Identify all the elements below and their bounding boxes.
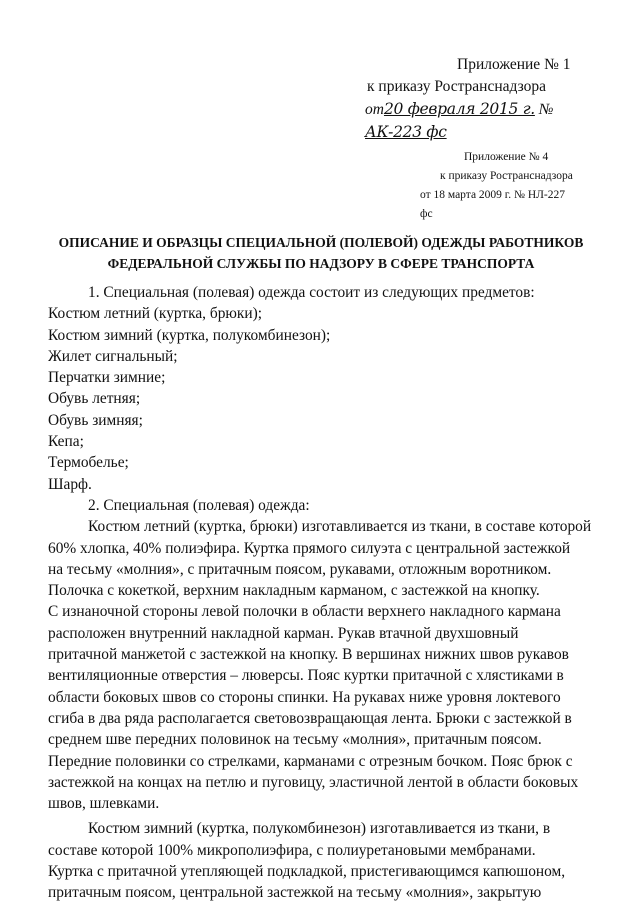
text-line: среднем шве передних половинок на тесьму «молния», притачным поясом.: [48, 731, 542, 749]
list-item: Перчатки зимние;: [48, 369, 166, 387]
text-line: составе которой 100% микрополиэфира, с полиуретановыми мембранами.: [48, 841, 536, 859]
text-line: Передние половинки со стрелками, карманами с отрезным бочком. Пояс брюк с: [48, 752, 573, 770]
appendix-1-label: Приложение № 1: [457, 56, 571, 73]
text-line: на тесьму «молния», с притачным поясом, рукавами, отложным воротником.: [48, 560, 552, 578]
appendix-4-date: от 18 марта 2009 г. № НЛ-227 фс: [420, 189, 565, 220]
text-line: швов, шлевками.: [48, 795, 160, 813]
list-item: Обувь летняя;: [48, 390, 141, 408]
section-1-intro: 1. Специальная (полевая) одежда состоит из следующих предметов:: [88, 284, 535, 301]
text-line: притачной манжетой с застежкой на кнопку. В вершинах нижних швов рукавов: [48, 646, 569, 664]
document-title: [48, 232, 594, 274]
text-line: сгиба в два ряда располагается световозвращающая лента. Брюки с застежкой в: [48, 709, 572, 727]
text-line: Костюм зимний (куртка, полукомбинезон) изготавливается из ткани, в: [88, 820, 551, 838]
document-body: [48, 282, 592, 904]
list-item: Кепа;: [48, 433, 84, 451]
list-item: Шарф.: [48, 475, 92, 493]
date-prefix: от: [365, 101, 384, 118]
text-line: Полочка с кокеткой, верхним накладным карманом, с застежкой на кнопку.: [48, 582, 540, 600]
text-line: застежкой на концах на петлю и пуговицу, эластичной лентой в области боковых: [48, 773, 579, 791]
list-item: Обувь зимняя;: [48, 411, 143, 429]
title-line: ФЕДЕРАЛЬНОЙ СЛУЖБЫ ПО НАДЗОРУ В СФЕРЕ ТРАНСПОРТА: [107, 256, 535, 271]
text-line: Куртка с притачной утепляющей подкладкой, пристегивающимся капюшоном,: [48, 863, 566, 881]
text-line: 60% хлопка, 40% полиэфира. Куртка прямого силуэта с центральной застежкой: [48, 539, 571, 557]
text-line: Костюм летний (куртка, брюки) изготавливается из ткани, в составе которой: [88, 518, 592, 536]
text-line: области боковых швов со стороны спинки. На рукавах ниже уровня локтевого: [48, 688, 561, 706]
text-line: расположен внутренний накладной карман. Рукав втачной двухшовный: [48, 624, 519, 642]
appendix-1-order: к приказу Ространснадзора: [367, 78, 547, 95]
list-item: Костюм зимний (куртка, полукомбинезон);: [48, 326, 331, 344]
appendix-1-date: [365, 98, 580, 144]
title-line: ОПИСАНИЕ И ОБРАЗЦЫ СПЕЦИАЛЬНОЙ (ПОЛЕВОЙ) ОДЕЖДЫ РАБОТНИКОВ: [58, 235, 584, 250]
paragraph-summer-suit: [48, 516, 592, 814]
section-2-intro: 2. Специальная (полевая) одежда:: [88, 496, 310, 514]
handwritten-date: 20 февраля 2015 г.: [383, 100, 535, 118]
paragraph-winter-suit: [48, 818, 592, 903]
appendix-4-order: к приказу Ространснадзора: [440, 170, 573, 182]
number-sign: №: [538, 101, 554, 118]
appendix-4-label: Приложение № 4: [464, 151, 549, 163]
list-item: Костюм летний (куртка, брюки);: [48, 305, 263, 323]
handwritten-number: АК-223 фс: [365, 123, 447, 141]
list-item: Жилет сигнальный;: [48, 347, 178, 365]
text-line: вентиляционные отверстия – люверсы. Пояс куртки притачной с хлястиками в: [48, 667, 564, 685]
list-item: Термобелье;: [48, 454, 129, 472]
text-line: С изнаночной стороны левой полочки в области верхнего накладного кармана: [48, 603, 561, 621]
appendix-1-block: [365, 54, 580, 144]
appendix-4-block: [420, 148, 580, 224]
text-line: притачным поясом, центральной застежкой на тесьму «молния», закрытую: [48, 884, 542, 902]
